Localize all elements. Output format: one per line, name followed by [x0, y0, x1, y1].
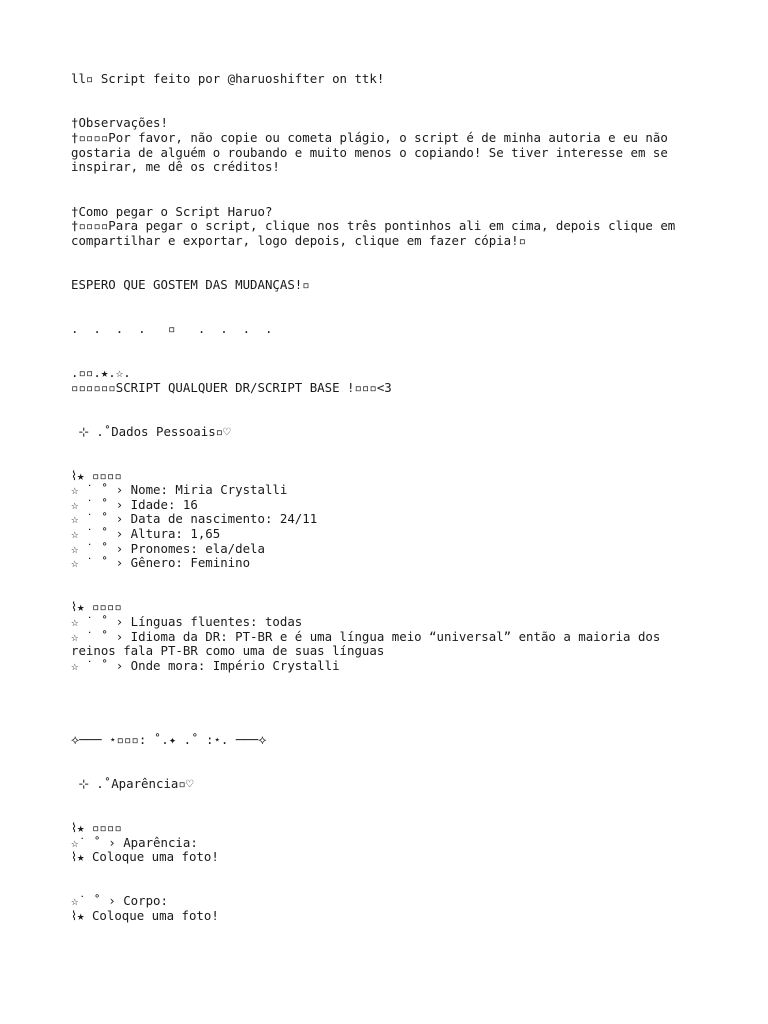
- observations-text: gostaria de alguém o roubando e muito menos o copiando! Se tiver interesse em se: [71, 145, 668, 160]
- credit-line: ll▫ Script feito por @haruoshifter on ttk!: [71, 71, 385, 86]
- photo-placeholder-text: ⌇★ Coloque uma foto!: [71, 849, 219, 864]
- observations-heading: †Observações!: [71, 115, 168, 130]
- how-to-text: compartilhar e exportar, logo depois, clique em fazer cópia!▫: [71, 233, 527, 248]
- dots-divider: . . . . ▫ . . . .: [71, 321, 273, 336]
- how-to-text: †▫▫▫▫Para pegar o script, clique nos três pontinhos ali em cima, depois clique em: [71, 218, 676, 233]
- field-line: ☆˙ ˚ › Corpo:: [71, 893, 168, 908]
- field-line: ☆ ˙ ˚ › Nome: Miria Crystalli: [71, 482, 288, 497]
- field-line: ☆ ˙ ˚ › Idade: 16: [71, 497, 198, 512]
- field-line: ☆ ˙ ˚ › Altura: 1,65: [71, 526, 221, 541]
- field-line: ☆˙ ˚ › Aparência:: [71, 835, 198, 850]
- field-line: reinos fala PT-BR como uma de suas línguas: [71, 643, 385, 658]
- field-line: ☆ ˙ ˚ › Idioma da DR: PT-BR e é uma língua meio “universal” então a maioria dos: [71, 629, 661, 644]
- photo-placeholder-text: ⌇★ Coloque uma foto!: [71, 908, 219, 923]
- block-marker: ⌇★ ▫▫▫▫: [71, 468, 122, 483]
- script-title: ▫▫▫▫▫▫SCRIPT QUALQUER DR/SCRIPT BASE !▫▫▫<3: [71, 380, 392, 395]
- block-marker: ⌇★ ▫▫▫▫: [71, 820, 122, 835]
- field-line: ☆ ˙ ˚ › Data de nascimento: 24/11: [71, 511, 318, 526]
- how-to-heading: †Como pegar o Script Haruo?: [71, 204, 273, 219]
- field-line: ☆ ˙ ˚ › Pronomes: ela/dela: [71, 541, 265, 556]
- observations-text: inspirar, me dê os créditos!: [71, 159, 280, 174]
- block-marker: ⌇★ ▫▫▫▫: [71, 599, 122, 614]
- section-heading-appearance: ⊹ .˚Aparência▫♡: [71, 776, 194, 791]
- field-line: ☆ ˙ ˚ › Línguas fluentes: todas: [71, 614, 303, 629]
- field-line: ☆ ˙ ˚ › Gênero: Feminino: [71, 555, 251, 570]
- ornament-divider: ⟡─── ⋆▫▫▫: ˚.✦ .˚ :⋆. ───⟡: [71, 732, 267, 747]
- section-heading-personal: ⊹ .˚Dados Pessoais▫♡: [71, 424, 231, 439]
- hope-line: ESPERO QUE GOSTEM DAS MUDANÇAS!▫: [71, 277, 310, 292]
- observations-text: †▫▫▫▫Por favor, não copie ou cometa plágio, o script é de minha autoria e eu não: [71, 130, 668, 145]
- decorative-stars: .▫▫.★.☆.: [71, 365, 131, 380]
- field-line: ☆ ˙ ˚ › Onde mora: Império Crystalli: [71, 658, 340, 673]
